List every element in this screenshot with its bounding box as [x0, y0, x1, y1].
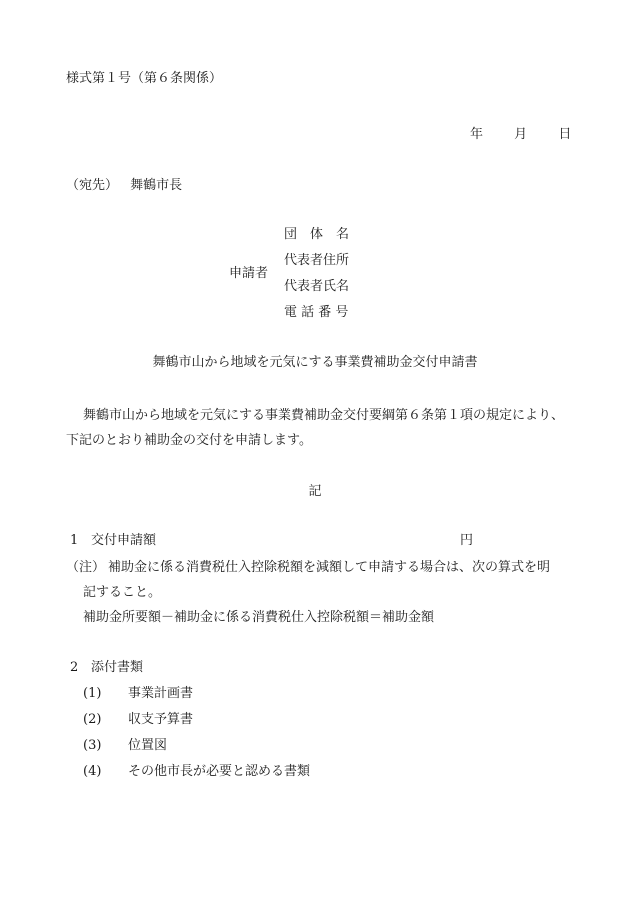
attachment-number: (4) [83, 764, 102, 779]
item1-unit: 円 [460, 533, 474, 548]
applicant-label: 申請者 [229, 266, 269, 281]
addressee-prefix: （宛先） [66, 178, 119, 193]
body-line-1: 舞鶴市山から地域を元気にする事業費補助金交付要綱第６条第１項の規定により、 [83, 408, 565, 423]
date-line [470, 127, 571, 143]
attachment-label: 位置図 [128, 738, 168, 753]
item2-number: 2 [70, 660, 79, 675]
field-phone-number: 電 話 番 号 [284, 305, 349, 320]
date-day: 日 [558, 127, 572, 142]
field-representative-name: 代表者氏名 [284, 279, 350, 294]
document-title: 舞鶴市山から地域を元気にする事業費補助金交付申請書 [152, 355, 478, 370]
note-formula: 補助金所要額－補助金に係る消費税仕入控除税額＝補助金額 [83, 610, 435, 625]
item1-label: 交付申請額 [91, 533, 157, 548]
body-line-2: 下記のとおり補助金の交付を申請します。 [66, 433, 312, 448]
note-line-2: 記すること。 [83, 585, 162, 600]
attachment-number: (2) [83, 712, 102, 727]
attachment-label: 事業計画書 [128, 686, 194, 701]
addressee-name: 舞鶴市長 [130, 178, 183, 193]
item1-number: 1 [70, 533, 79, 548]
attachment-label: その他市長が必要と認める書類 [128, 764, 311, 779]
note-marker: （注） [66, 560, 106, 575]
attachment-label: 収支予算書 [128, 712, 194, 727]
item2-label: 添付書類 [91, 660, 144, 675]
field-group-name: 団 体 名 [284, 227, 350, 242]
date-year: 年 [470, 127, 484, 142]
attachment-number: (3) [83, 738, 102, 753]
note-line-1: 補助金に係る消費税仕入控除税額を減額して申請する場合は、次の算式を明 [108, 560, 551, 575]
date-month: 月 [514, 127, 528, 142]
field-representative-address: 代表者住所 [284, 253, 350, 268]
form-number: 様式第１号（第６条関係） [66, 71, 223, 86]
addressee [66, 178, 182, 194]
attachment-number: (1) [83, 686, 102, 701]
ki-heading: 記 [308, 484, 322, 499]
